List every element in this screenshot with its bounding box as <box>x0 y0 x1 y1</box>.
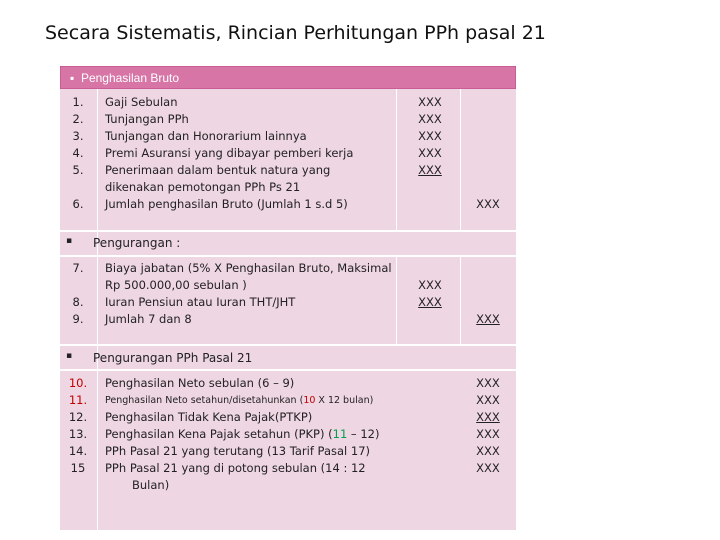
list-item <box>105 426 395 443</box>
list-item <box>105 392 395 409</box>
section1-descriptions <box>105 94 395 213</box>
list-item: Gaji Sebulan <box>105 95 178 109</box>
section2-total <box>470 311 506 328</box>
list-item: Rp 500.000,00 sebulan ) <box>105 278 247 292</box>
column-divider <box>460 89 461 232</box>
total-cell: XXX <box>476 393 500 407</box>
list-item: Penghasilan Neto sebulan (6 – 9) <box>105 376 295 390</box>
header-text: Penghasilan Bruto <box>80 71 180 85</box>
total-cell: XXX <box>476 444 500 458</box>
text-segment: – 12) <box>347 427 380 441</box>
section2-values <box>412 277 448 311</box>
bullet-icon: ▪ <box>70 71 75 85</box>
text-segment: Penghasilan Neto setahun/disetahunkan ( <box>105 395 304 406</box>
list-item: Jumlah penghasilan Bruto (Jumlah 1 s.d 5) <box>105 197 348 211</box>
list-item: PPh Pasal 21 yang terutang (13 Tarif Pasal 17) <box>105 444 370 458</box>
list-item: Penghasilan Tidak Kena Pajak(PTKP) <box>105 410 313 424</box>
section3-header <box>60 347 516 371</box>
total-cell: XXX <box>476 197 500 211</box>
list-item: PPh Pasal 21 yang di potong sebulan (14 : 12 <box>105 461 366 475</box>
row-number: 15 <box>70 461 86 475</box>
list-item: Jumlah 7 dan 8 <box>105 312 192 326</box>
section1-values <box>412 94 448 179</box>
section-title: Pengurangan PPh Pasal 21 <box>93 351 253 365</box>
value-cell: XXX <box>418 129 442 143</box>
table-header <box>60 66 516 89</box>
header-label <box>70 71 179 85</box>
section3-totals <box>470 375 506 477</box>
text-segment: 10 <box>303 395 316 406</box>
column-divider <box>396 256 397 344</box>
list-item: Tunjangan PPh <box>105 112 189 126</box>
value-cell: XXX <box>418 112 442 126</box>
row-number: 10. <box>68 376 88 390</box>
bullet-icon: ▪ <box>66 236 73 246</box>
row-number: 7. <box>72 261 84 275</box>
row-number: 12. <box>68 410 88 424</box>
section2-header <box>60 232 516 256</box>
row-number: 5. <box>72 163 84 177</box>
text-segment: 11 <box>332 427 348 441</box>
total-cell: XXX <box>476 410 500 424</box>
list-item: Tunjangan dan Honorarium lainnya <box>105 129 307 143</box>
value-cell: XXX <box>418 163 442 177</box>
row-number <box>60 179 96 196</box>
column-divider <box>97 89 98 530</box>
row-number: 8. <box>72 295 84 309</box>
section3-descriptions <box>105 375 395 494</box>
value-cell: XXX <box>418 295 442 309</box>
list-item: Penerimaan dalam bentuk natura yang <box>105 163 331 177</box>
row-number: 4. <box>72 146 84 160</box>
total-cell: XXX <box>476 461 500 475</box>
value-cell: XXX <box>418 146 442 160</box>
section2-numbers <box>60 260 96 328</box>
row-number: 6. <box>72 197 84 211</box>
row-divider <box>60 344 516 346</box>
value-cell: XXX <box>418 95 442 109</box>
row-number: 11. <box>68 393 88 407</box>
list-item: Bulan) <box>132 478 170 492</box>
text-segment: Penghasilan Kena Pajak setahun (PKP) ( <box>105 427 333 441</box>
row-number: 14. <box>68 444 88 458</box>
section-title: Pengurangan : <box>93 236 181 250</box>
page-title: Secara Sistematis, Rincian Perhitungan PPh pasal 21 <box>45 22 546 44</box>
column-divider <box>460 256 461 344</box>
section1-total <box>470 196 506 213</box>
total-cell: XXX <box>476 427 500 441</box>
list-item: dikenakan pemotongan PPh Ps 21 <box>105 180 301 194</box>
row-number: 13. <box>68 427 88 441</box>
value-cell: XXX <box>418 278 442 292</box>
row-number: 3. <box>72 129 84 143</box>
row-number: 2. <box>72 112 84 126</box>
calculation-table <box>60 66 516 530</box>
text-segment: X 12 bulan) <box>315 395 374 406</box>
list-item: Iuran Pensiun atau Iuran THT/JHT <box>105 295 296 309</box>
row-number: 9. <box>72 312 84 326</box>
bullet-icon: ▪ <box>66 351 73 361</box>
section1-numbers <box>60 94 96 213</box>
section2-descriptions <box>105 260 395 328</box>
row-number <box>60 277 96 294</box>
total-cell: XXX <box>476 376 500 390</box>
list-item: Premi Asuransi yang dibayar pemberi kerja <box>105 146 354 160</box>
total-cell: XXX <box>476 312 500 326</box>
list-item: Biaya jabatan (5% X Penghasilan Bruto, Maksimal <box>105 261 392 275</box>
column-divider <box>396 89 397 232</box>
row-number: 1. <box>72 95 84 109</box>
section3-numbers <box>60 375 96 477</box>
